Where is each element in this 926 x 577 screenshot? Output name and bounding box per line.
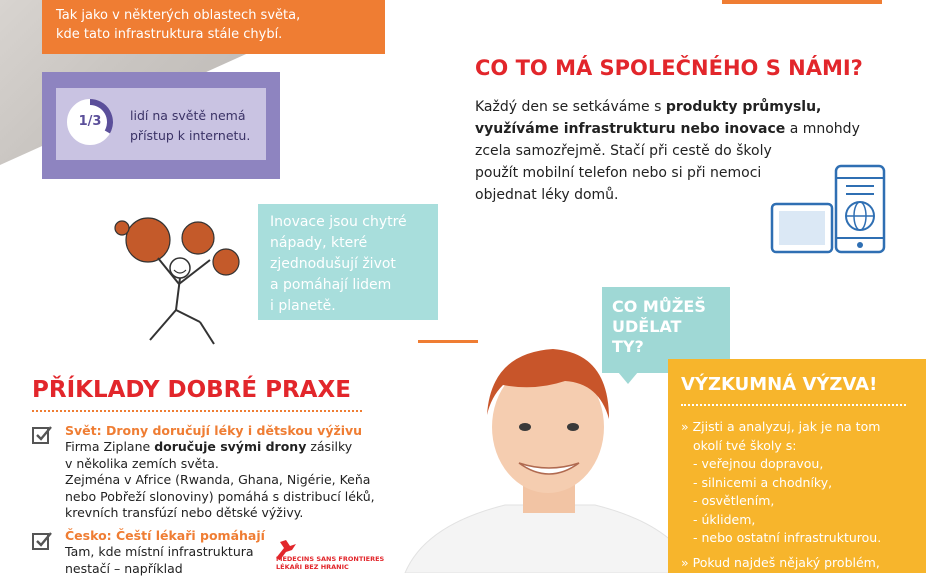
stat-text	[130, 106, 250, 146]
speech-line: TY?	[612, 337, 720, 357]
bold-text: doručuje svými drony	[154, 439, 306, 454]
practice-item-body	[65, 439, 375, 522]
msf-logo-line: MEDECINS SANS FRONTIERES	[276, 556, 384, 564]
stat-line: přístup k internetu.	[130, 126, 250, 146]
paragraph-line: zcela samozřejmě. Stačí při cestě do školy	[475, 140, 860, 162]
practice-item-title: Česko: Čeští lékaři pomáhají	[65, 528, 265, 543]
challenge-line: - silnicemi a chodníky,	[681, 474, 881, 493]
checkbox-icon	[32, 425, 52, 445]
intro-box	[42, 0, 385, 54]
bubble-line: a pomáhají lidem	[270, 275, 426, 296]
speech-line: CO MŮŽEŠ	[612, 297, 720, 317]
challenge-line: - nebo ostatní infrastrukturou.	[681, 529, 881, 548]
body-line: nebo Pobřeží slonoviny) pomáhá s distribucí léků,	[65, 489, 375, 506]
dotted-divider	[681, 404, 906, 407]
challenge-line: - osvětlením,	[681, 492, 881, 511]
paragraph-line: použít mobilní telefon nebo si při nemoci	[475, 162, 860, 184]
stat-line: lidí na světě nemá	[130, 106, 250, 126]
challenge-line: » Zjisti a analyzuj, jak je na tom	[681, 418, 881, 437]
body-line: Tam, kde místní infrastruktura	[65, 544, 254, 561]
text: Firma Ziplane	[65, 439, 154, 454]
bold-text: produkty průmyslu,	[666, 99, 822, 115]
accent-bar	[722, 0, 882, 4]
challenge-line: » Pokud najdeš nějaký problém,	[681, 554, 881, 573]
phone-globe-icon	[770, 164, 890, 256]
text: Každý den se setkáváme s	[475, 99, 666, 115]
practice-title: PŘÍKLADY DOBRÉ PRAXE	[32, 377, 351, 403]
bubble-line: zjednodušují život	[270, 254, 426, 275]
body-line: Zejména v Africe (Rwanda, Ghana, Nigérie, Keňa	[65, 472, 375, 489]
body-line: v několika zemích světa.	[65, 456, 375, 473]
msf-logo-line: LÉKAŘI BEZ HRANIC	[276, 564, 384, 572]
text: a mnohdy	[785, 121, 860, 137]
body-line: nestačí – například	[65, 561, 254, 577]
challenge-line: - veřejnou dopravou,	[681, 455, 881, 474]
bubble-line: Inovace jsou chytré	[270, 212, 426, 233]
intro-line: kde tato infrastruktura stále chybí.	[56, 25, 371, 44]
paragraph-line: objednat léky domů.	[475, 184, 860, 206]
innovation-bubble	[258, 204, 438, 320]
bubble-line: i planetě.	[270, 296, 426, 317]
challenge-list	[681, 418, 881, 572]
text: zásilky	[306, 439, 352, 454]
practice-item-body	[65, 544, 254, 577]
checkbox-icon	[32, 531, 52, 551]
challenge-title: VÝZKUMNÁ VÝZVA!	[681, 374, 877, 395]
practice-item-title: Svět: Drony doručují léky i dětskou výživu	[65, 423, 362, 438]
intro-line: Tak jako v některých oblastech světa,	[56, 6, 371, 25]
speech-line: UDĚLAT	[612, 317, 720, 337]
challenge-line: - úklidem,	[681, 511, 881, 530]
bold-text: využíváme infrastrukturu nebo inovace	[475, 121, 785, 137]
stat-fraction: 1/3	[66, 114, 114, 129]
relevance-title: CO TO MÁ SPOLEČNÉHO S NÁMI?	[475, 56, 863, 80]
stick-figure-gears-illustration	[110, 210, 250, 350]
speech-tail	[618, 372, 638, 384]
body-line: krevních transfúzí nebo dětské výživy.	[65, 505, 375, 522]
msf-logo	[268, 536, 378, 573]
bubble-line: nápady, které	[270, 233, 426, 254]
dotted-divider	[32, 410, 362, 412]
challenge-line: okolí tvé školy s:	[681, 437, 881, 456]
